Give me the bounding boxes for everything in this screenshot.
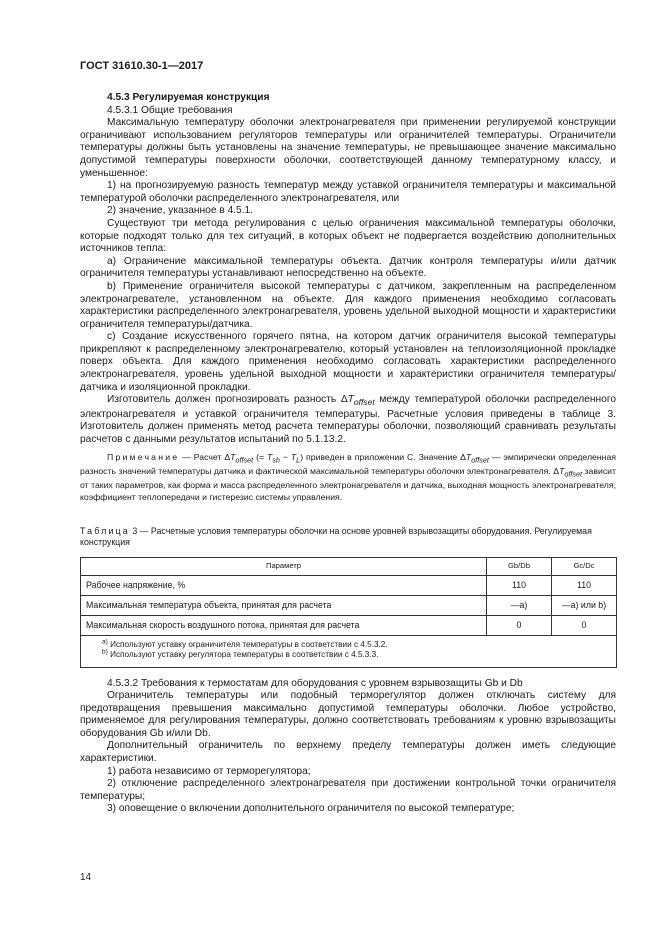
- table-caption-label: Таблица: [80, 525, 130, 536]
- table-caption: [80, 526, 616, 549]
- table-cell: 110: [487, 575, 552, 595]
- table-cell: —a): [487, 595, 552, 615]
- note-label: Примечание: [107, 451, 180, 462]
- table-cell: 0: [487, 615, 552, 635]
- table-header-row: [81, 557, 617, 575]
- parameters-table: [80, 557, 617, 668]
- table-cell: Максимальная скорость воздушного потока, принятая для расчета: [81, 615, 487, 635]
- list-item: 2) значение, указанное в 4.5.1.: [107, 205, 254, 217]
- table-cell: —a) или b): [552, 595, 617, 615]
- list-item: 3) оповещение о включении дополнительного ограничителя по высокой температуре;: [107, 803, 515, 815]
- formula: $\Delta T_{offset}$ (= $T_{sh} - T_L$): [224, 451, 304, 465]
- column-header: Параметр: [81, 557, 487, 575]
- paragraph: [80, 394, 616, 446]
- list-item: a) Ограничение максимальной температуры объекта. Датчик контроля температуры и/или датчик ограничителя температуры устанавливают непосредственно на объекте.: [80, 255, 616, 280]
- text-run: — эмпирически определенная разность значений температуры датчика и фактической максимальной температуры оболочки электронагревателя.: [80, 451, 616, 476]
- column-header: Gc/Dc: [552, 557, 617, 575]
- footnote-a: $^{a)}$ Используют уставку ограничителя температуры в соответствии с 4.5.3.2.: [102, 637, 388, 649]
- subsection-heading: 4.5.3.1 Общие требования: [107, 104, 233, 116]
- column-header: Gb/Db: [487, 557, 552, 575]
- document-header: ГОСТ 31610.30-1—2017: [80, 60, 204, 72]
- document-body: [80, 92, 616, 816]
- text-run: приведен в приложении С. Значение: [303, 451, 461, 462]
- formula: $\Delta T_{offset}$: [460, 451, 489, 465]
- text-run: зависит от таких параметров, как форма и масса распределенного электронагревателя и датчика, выходная мощность электронагревателя, коэффициент теплопередачи и гистерезис системы управления.: [80, 465, 617, 502]
- list-item: c) Создание искусственного горячего пятна, на котором датчик ограничителя высокой температуры прикрепляют к распределенному электронагревателю, который установлен на теплоизоляционной прокладке поверх объекта. Для каждого применения необходимо согласовать характеристики распределенного электронагревателя, уровень удельной выходной мощности и характеристики ограничителя температуры/датчика и изоляционной прокладки.: [80, 331, 616, 393]
- table-cell: 110: [552, 575, 617, 595]
- list-item: 1) работа независимо от терморегулятора;: [107, 765, 311, 777]
- table-footnotes: [81, 635, 617, 667]
- paragraph: Существуют три метода регулирования с целью ограничения максимальной температуры оболочки, которые подходят только для тех ситуаций, в которых объект не подвергается воздействию дополнительных источников тепла:: [80, 217, 616, 255]
- table-cell: 0: [552, 615, 617, 635]
- table-footnotes-row: [81, 635, 617, 667]
- list-item: 1) на прогнозируемую разность температур между уставкой ограничителя температуры и максимальной температурой оболочки распределенного электронагревателя, или: [80, 180, 616, 204]
- table-row: [81, 575, 617, 595]
- list-item: b) Применение ограничителя высокой температуры с датчиком, закрепленным на распределенном электронагревателе, установленном на объекте. Для каждого применения необходимо согласовать характеристики распределенного электронагревателя, уровень удельной выходной мощности и характеристики ограничителя температуры/датчика.: [80, 280, 616, 330]
- table-row: [81, 615, 617, 635]
- subsection-heading: 4.5.3.2 Требования к термостатам для оборудования с уровнем взрывозащиты Gb и Db: [107, 677, 523, 689]
- footnote-text: Используют уставку ограничителя температуры в соответствии с 4.5.3.2.: [110, 639, 388, 649]
- page-number: 14: [80, 872, 92, 883]
- paragraph: Ограничитель температуры или подобный терморегулятор должен отключать систему для предотвращения превышения максимально допустимой температуры оболочки. Любое устройство, применяемое для регулирования температуры, должно соответствовать требованиям к уровню взрывозащиты оборудования Gb и/или Db.: [80, 690, 616, 739]
- table-row: [81, 595, 617, 615]
- table-cell: Максимальная температура объекта, принятая для расчета: [81, 595, 487, 615]
- paragraph: Дополнительный ограничитель по верхнему пределу температуры должен иметь следующие характеристики.: [80, 740, 616, 765]
- section-heading: 4.5.3 Регулируемая конструкция: [107, 92, 270, 103]
- note: [80, 452, 616, 504]
- list-item: 2) отключение распределенного электронагревателя при достижении контрольной точки ограничителя температуры;: [80, 778, 616, 802]
- formula: $\Delta T_{offset}$: [553, 465, 583, 479]
- table-cell: Рабочее напряжение, %: [81, 575, 487, 595]
- table-caption-text: 3 — Расчетные условия температуры оболочки на основе уровней взрывозащиты оборудования. Регулируемая конструкция: [80, 525, 592, 547]
- formula: $\Delta T_{offset}$: [340, 394, 375, 408]
- text-run: между температурой оболочки распределенного электронагревателя и уставкой ограничителя температуры. Расчетные условия приведены в таблице 3. Изготовитель должен применять метод расчета температуры оболочки, позволяющий сравнивать результаты расчетов с данными результатов испытаний по 5.1.13.2.: [80, 394, 616, 446]
- paragraph: Максимальную температуру оболочки электронагревателя при применении регулируемой конструкции ограничивают использованием регуляторов температуры или ограничителей температуры. Ограничители температуры должны быть установлены на значение температуры, не превышающее значение максимально допустимой температуры поверхности оболочки, соответствующей данному температурному классу, и уменьшенное:: [80, 117, 616, 179]
- footnote-b: $^{b)}$ Используют уставку регулятора температуры в соответствии с 4.5.3.3.: [102, 648, 379, 659]
- text-run: Изготовитель должен прогнозировать разность: [107, 394, 341, 406]
- text-run: — Расчет: [179, 451, 225, 462]
- footnote-text: Используют уставку регулятора температуры в соответствии с 4.5.3.3.: [110, 650, 379, 659]
